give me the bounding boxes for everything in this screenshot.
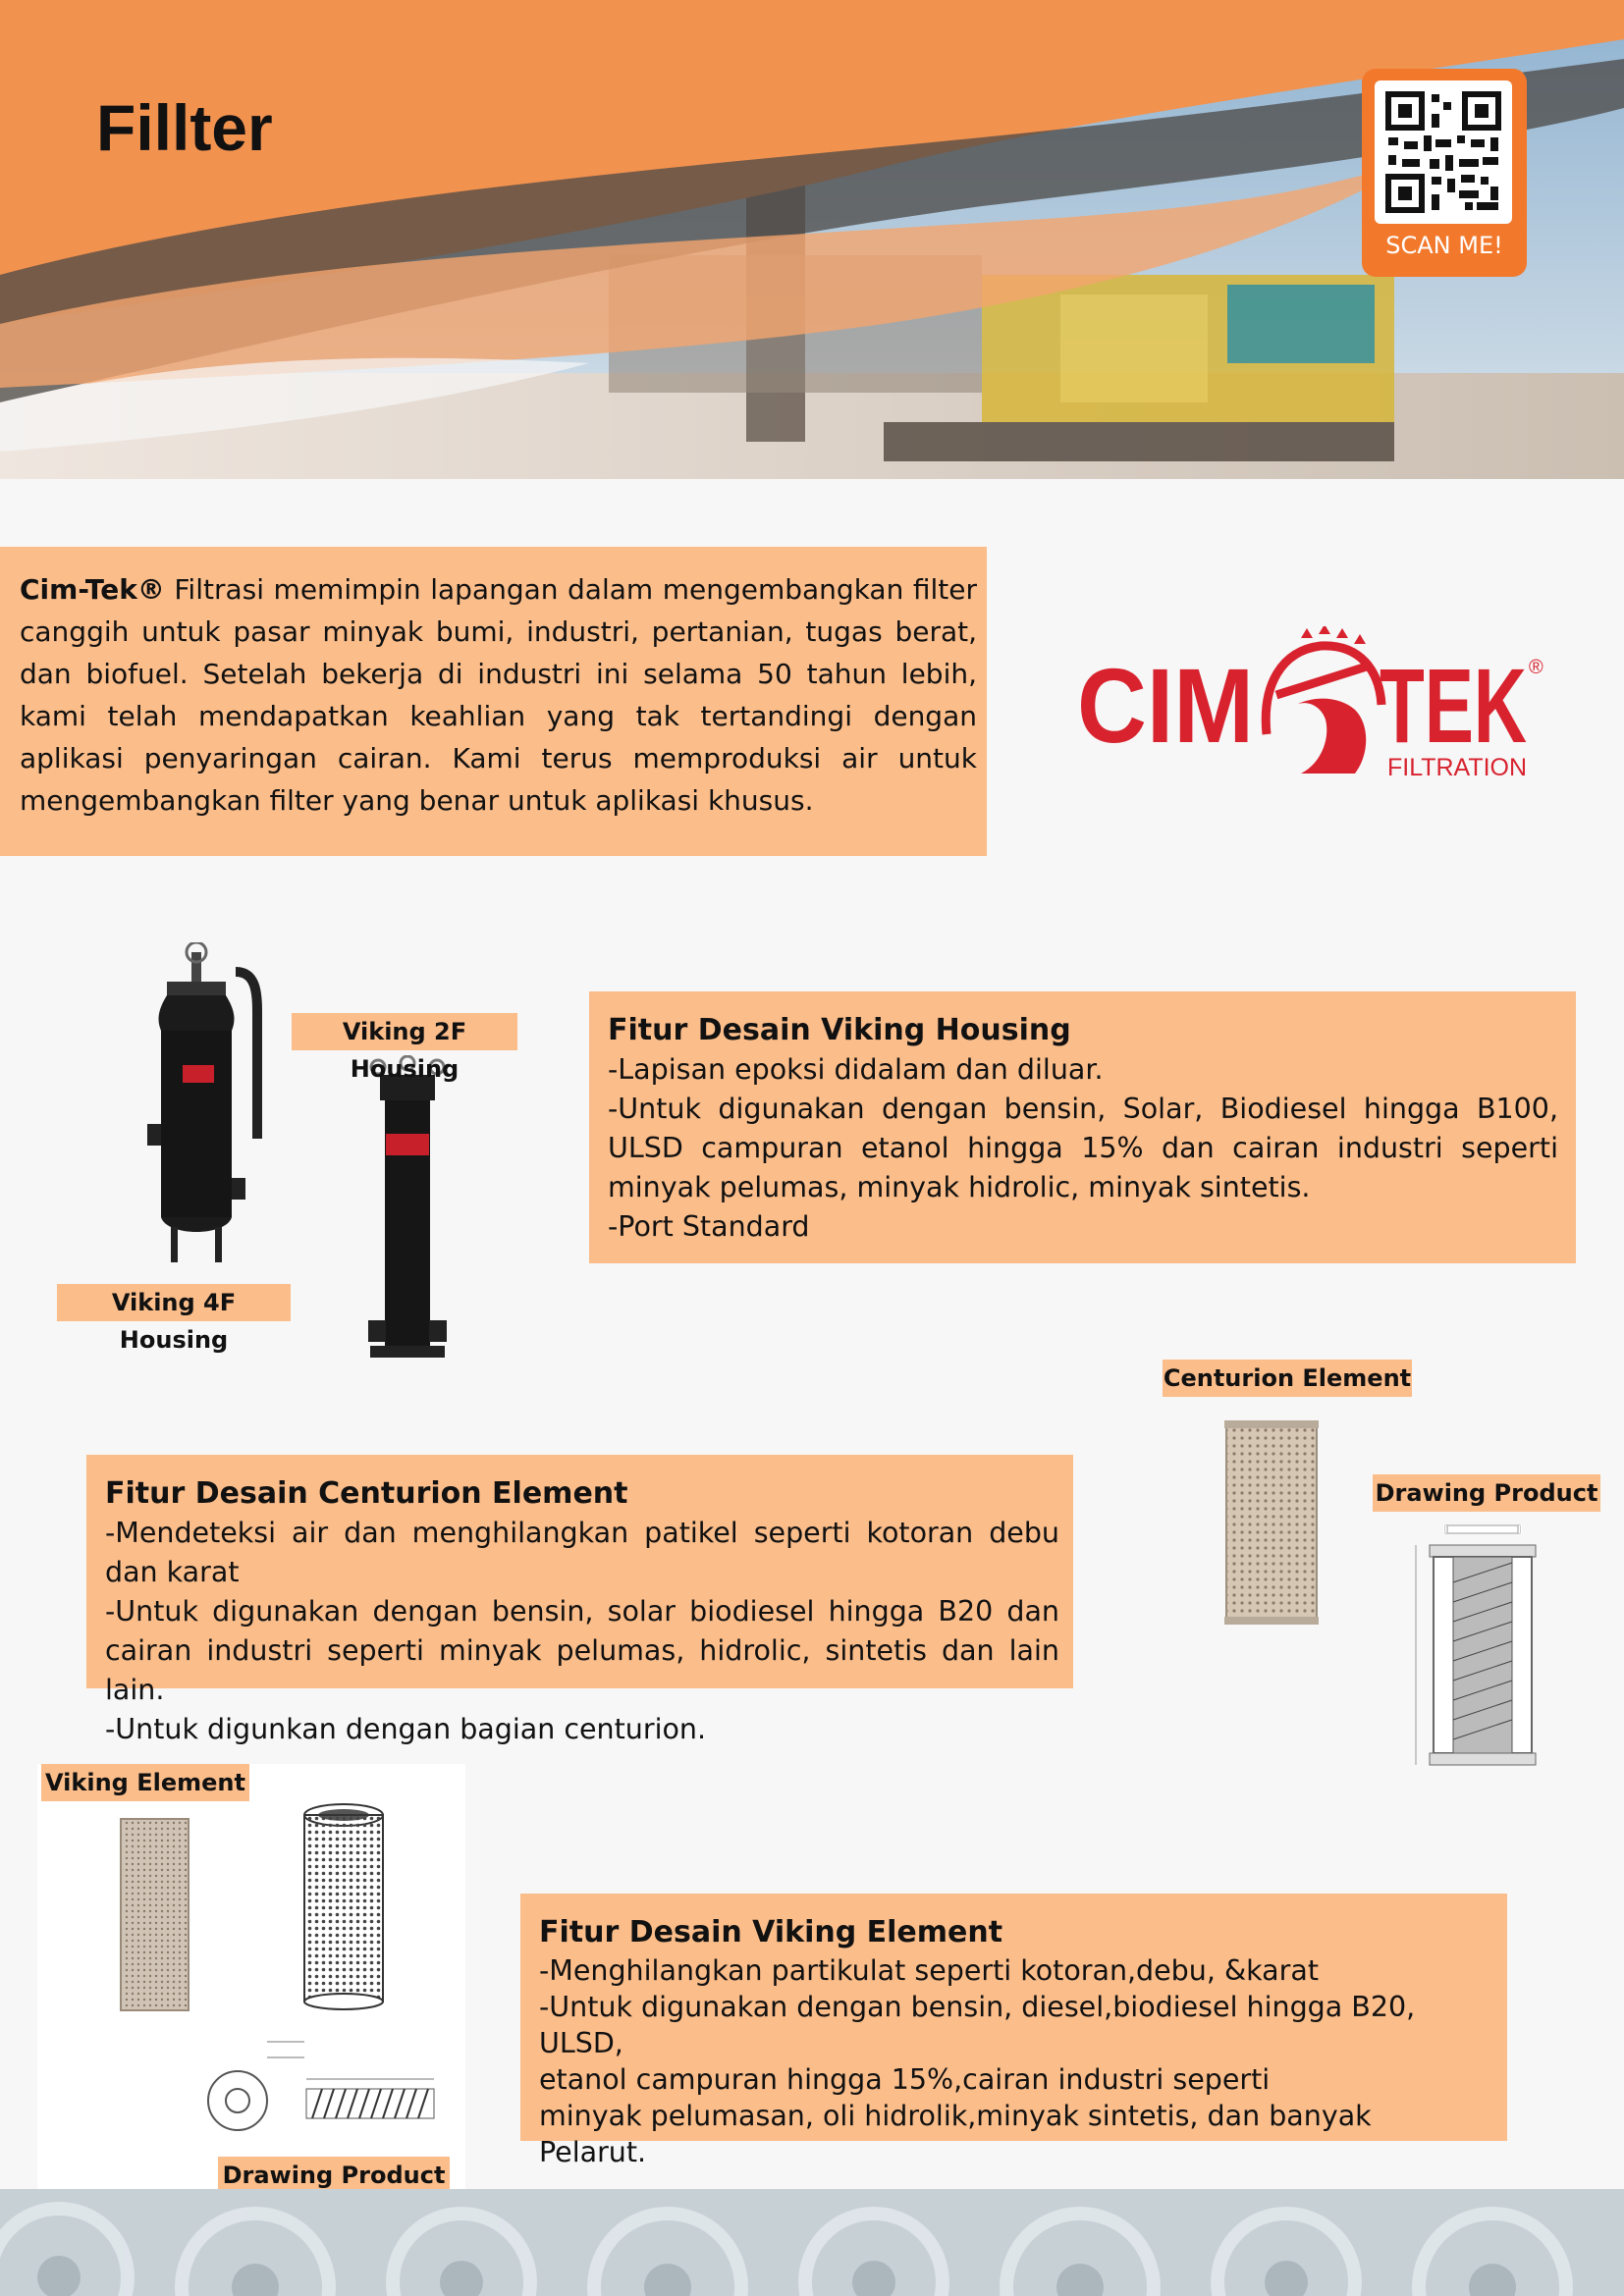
label-viking-element: Viking Element bbox=[41, 1764, 249, 1801]
centurion-line: -Mendeteksi air dan menghilangkan patikel seperti kotoran debu dan karat bbox=[105, 1517, 1059, 1588]
centurion-drawing-image bbox=[1394, 1523, 1571, 1779]
intro-paragraph bbox=[0, 547, 987, 856]
qr-code-icon bbox=[1375, 80, 1512, 224]
label-drawing-product-viking: Drawing Product bbox=[218, 2157, 450, 2194]
label-drawing-product-centurion: Drawing Product bbox=[1373, 1474, 1600, 1512]
viking-element-title: Fitur Desain Viking Element bbox=[539, 1915, 1003, 1949]
centurion-line: -Untuk digunkan dengan bagian centurion. bbox=[105, 1713, 707, 1745]
viking-housing-title: Fitur Desain Viking Housing bbox=[608, 1013, 1071, 1047]
footer-decorative-band bbox=[0, 2189, 1624, 2296]
viking-element-line: etanol campuran hingga 15%,cairan industri seperti bbox=[539, 2063, 1271, 2096]
viking-element-sketch-image bbox=[299, 1801, 388, 2012]
viking-housing-line: -Untuk digunakan dengan bensin, Solar, Biodiesel hingga B100, ULSD campuran etanol hingga 15% dan cairan industri seperti minyak pelumas, minyak hidrolic, minyak sintetis. bbox=[608, 1093, 1558, 1203]
viking-element-line: -Menghilangkan partikulat seperti kotoran,debu, &karat bbox=[539, 1954, 1320, 1987]
intro-text: Filtrasi memimpin lapangan dalam mengembangkan filter canggih untuk pasar minyak bumi, industri, pertanian, tugas berat, dan biofuel. Setelah bekerja di industri ini selama 50 tahun lebih, kami telah mendapatkan keahlian yang tak tertandingi dengan aplikasi penyaringan cairan. Kami terus memproduksi air untuk mengembangkan filter yang benar untuk aplikasi khusus. bbox=[20, 573, 977, 817]
logo-registered-mark: ® bbox=[1529, 657, 1543, 678]
viking-housing-line: -Lapisan epoksi didalam dan diluar. bbox=[608, 1053, 1104, 1086]
intro-brand: Cim-Tek® bbox=[20, 573, 165, 606]
logo-subtitle: FILTRATION bbox=[1387, 754, 1527, 781]
logo-left-word: CIM bbox=[1077, 646, 1254, 765]
viking-element-line: -Untuk digunakan dengan bensin, diesel,biodiesel hingga B20, ULSD, bbox=[539, 1991, 1416, 2059]
cimtek-logo bbox=[1075, 626, 1546, 783]
viking-element-line: Pelarut. bbox=[539, 2136, 647, 2168]
viking-element-image bbox=[118, 1814, 191, 2015]
viking-element-line: minyak pelumasan, oli hidrolik,minyak sintetis, dan banyak bbox=[539, 2100, 1372, 2132]
viking-housing-line: -Port Standard bbox=[608, 1210, 810, 1243]
centurion-title: Fitur Desain Centurion Element bbox=[105, 1476, 628, 1511]
centurion-line: -Untuk digunakan dengan bensin, solar biodiesel hingga B20 dan cairan industri seperti minyak pelumas, hidrolic, sintetis dan lain lain. bbox=[105, 1595, 1059, 1706]
label-viking-2f-housing: Viking 2F Housing bbox=[292, 1013, 517, 1050]
viking-2f-housing-image bbox=[358, 1055, 457, 1379]
label-viking-4f-housing: Viking 4F Housing bbox=[57, 1284, 291, 1321]
qr-scan-label: SCAN ME! bbox=[1385, 232, 1503, 259]
viking-4f-housing-image bbox=[128, 942, 265, 1266]
viking-element-drawing-image bbox=[196, 2022, 442, 2140]
label-centurion-element: Centurion Element bbox=[1163, 1360, 1412, 1397]
viking-element-features bbox=[520, 1894, 1507, 2168]
logo-right-word: TEK bbox=[1380, 646, 1527, 765]
centurion-element-image bbox=[1222, 1418, 1321, 1627]
centurion-element-features bbox=[86, 1455, 1073, 1745]
viking-housing-features bbox=[589, 991, 1576, 1263]
page-title: Fillter bbox=[96, 91, 273, 164]
